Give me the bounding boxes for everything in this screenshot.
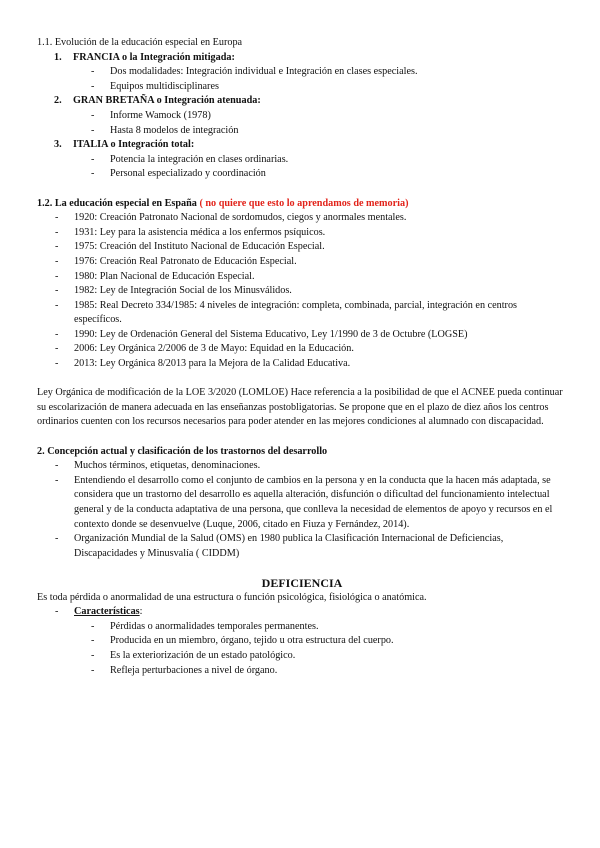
lomloe-paragraph: Ley Orgánica de modificación de la LOE 3/2020 (LOMLOE) Hace referencia a la posibilidad de que el ACNEE pueda continuar su escolarización de manera adecuada en las enseñanzas postobligatorias. Se propone que en el plazo de diez años los centros ordinarios cuenten con los recursos necesarios para poder atender en las mejores condiciones al alumnado con discapacidad. <box>37 387 563 428</box>
sub-bullet <box>37 167 567 182</box>
timeline-text: 1976: Creación Real Patronato de Educación Especial. <box>74 255 297 267</box>
timeline-text: 2013: Ley Orgánica 8/2013 para la Mejora de la Calidad Educativa. <box>74 358 351 370</box>
sub-bullet <box>37 634 567 649</box>
sub-bullet-text: Pérdidas o anormalidades temporales permanentes. <box>110 620 319 632</box>
dash-marker: - <box>91 109 95 121</box>
concept-item <box>37 474 567 532</box>
sub-bullet <box>37 65 567 80</box>
timeline-text: 1920: Creación Patronato Nacional de sordomudos, ciegos y anormales mentales. <box>74 212 407 224</box>
concept-text: Muchos términos, etiquetas, denominaciones. <box>74 460 261 472</box>
sub-bullet <box>37 620 567 635</box>
dash-marker: - <box>55 270 59 282</box>
sub-bullet-text: Informe Wamock (1978) <box>110 109 211 121</box>
timeline-item <box>37 255 567 270</box>
sub-bullet <box>37 153 567 168</box>
timeline-item <box>37 211 567 226</box>
sub-bullet-text: Dos modalidades: Integración individual e Integración en clases especiales. <box>110 66 418 78</box>
deficiencia-definition: Es toda pérdida o anormalidad de una estructura o función psicológica, fisiológica o anatómica. <box>37 591 427 603</box>
dash-marker: - <box>55 212 59 224</box>
item-number: 2. <box>54 95 62 107</box>
dash-marker: - <box>55 285 59 297</box>
timeline-text: 1980: Plan Nacional de Educación Especial. <box>74 270 255 282</box>
sub-bullet-text: Personal especializado y coordinación <box>110 168 266 180</box>
timeline-item <box>37 299 567 328</box>
item-title: GRAN BRETAÑA o Integración atenuada: <box>73 95 261 107</box>
timeline-item <box>37 240 567 255</box>
caracteristicas-label: Características <box>74 606 140 618</box>
sub-bullet-text: Potencia la integración en clases ordinarias. <box>110 153 289 165</box>
timeline-item <box>37 357 567 372</box>
timeline-text: 1931: Ley para la asistencia médica a los enfermos psíquicos. <box>74 226 326 238</box>
document-page <box>37 36 567 678</box>
dash-marker: - <box>55 460 59 472</box>
dash-marker: - <box>55 299 59 311</box>
dash-marker: - <box>91 66 95 78</box>
memorize-note: ( no quiere que esto lo aprendamos de memoria) <box>199 197 409 209</box>
dash-marker: - <box>91 620 95 632</box>
section-title-text: 1.2. La educación especial en España <box>37 197 197 209</box>
concept-text: Entendiendo el desarrollo como el conjunto de cambios en la persona y en la conducta que la hacen más adaptada, se considera que un trastorno del desarrollo es aquella alteración, disfunción o dificultad del funcionamiento intelectual general y de la conducta adaptativa de una persona, que conlleva la necesidad de elementos de apoyo y recursos en el contexto donde se desenvuelve (Luque, 2006, citado en Fiuza y Fernández, 2014). <box>74 474 553 530</box>
sub-bullet <box>37 80 567 95</box>
dash-marker: - <box>91 153 95 165</box>
dash-marker: - <box>91 124 95 136</box>
dash-marker: - <box>55 606 59 618</box>
item-title: ITALIA o Integración total: <box>73 139 195 151</box>
timeline-text: 1985: Real Decreto 334/1985: 4 niveles de integración: completa, combinada, parcial, integración en centros específicos. <box>74 299 518 326</box>
timeline-item <box>37 270 567 285</box>
dash-marker: - <box>55 255 59 267</box>
dash-marker: - <box>91 649 95 661</box>
sub-bullet <box>37 124 567 139</box>
caracteristicas-colon: : <box>139 606 143 618</box>
caracteristicas-item <box>37 605 567 620</box>
dash-marker: - <box>55 241 59 253</box>
sub-bullet-text: Equipos multidisciplinares <box>110 80 219 92</box>
dash-marker: - <box>55 226 59 238</box>
item-number: 1. <box>54 51 62 63</box>
dash-marker: - <box>55 358 59 370</box>
timeline-item <box>37 284 567 299</box>
sub-bullet <box>37 664 567 679</box>
timeline-text: 1990: Ley de Ordenación General del Sistema Educativo, Ley 1/1990 de 3 de Octubre (LOGSE) <box>74 328 468 340</box>
dash-marker: - <box>91 80 95 92</box>
concept-item <box>37 459 567 474</box>
timeline-text: 1975: Creación del Instituto Nacional de Educación Especial. <box>74 241 325 253</box>
timeline-item <box>37 328 567 343</box>
sub-bullet-text: Producida en un miembro, órgano, tejido u otra estructura del cuerpo. <box>110 635 394 647</box>
section-2-title: 2. Concepción actual y clasificación de los trastornos del desarrollo <box>37 445 328 457</box>
concept-text: Organización Mundial de la Salud (OMS) en 1980 publica la Clasificación Internacional de Deficiencias, Discapacidades y Minusvalía ( CIDDM) <box>74 533 504 559</box>
item-title: FRANCIA o la Integración mitigada: <box>73 51 235 63</box>
dash-marker: - <box>55 533 59 545</box>
section-1-2-title <box>37 197 567 212</box>
timeline-text: 2006: Ley Orgánica 2/2006 de 3 de Mayo: Equidad en la Educación. <box>74 343 354 355</box>
country-item-france <box>37 51 567 66</box>
dash-marker: - <box>55 474 59 486</box>
item-number: 3. <box>54 139 62 151</box>
deficiencia-heading: DEFICIENCIA <box>261 575 343 590</box>
timeline-item <box>37 342 567 357</box>
dash-marker: - <box>55 328 59 340</box>
timeline-item <box>37 226 567 241</box>
sub-bullet-text: Hasta 8 modelos de integración <box>110 124 239 136</box>
sub-bullet <box>37 109 567 124</box>
dash-marker: - <box>91 168 95 180</box>
dash-marker: - <box>55 343 59 355</box>
country-item-britain <box>37 94 567 109</box>
sub-bullet <box>37 649 567 664</box>
sub-bullet-text: Refleja perturbaciones a nivel de órgano. <box>110 664 278 676</box>
section-1-1-title: 1.1. Evolución de la educación especial en Europa <box>37 37 243 48</box>
country-item-italy <box>37 138 567 153</box>
concept-item <box>37 532 567 561</box>
dash-marker: - <box>91 635 95 647</box>
dash-marker: - <box>91 664 95 676</box>
sub-bullet-text: Es la exteriorización de un estado patológico. <box>110 649 296 661</box>
timeline-text: 1982: Ley de Integración Social de los Minusválidos. <box>74 285 292 297</box>
